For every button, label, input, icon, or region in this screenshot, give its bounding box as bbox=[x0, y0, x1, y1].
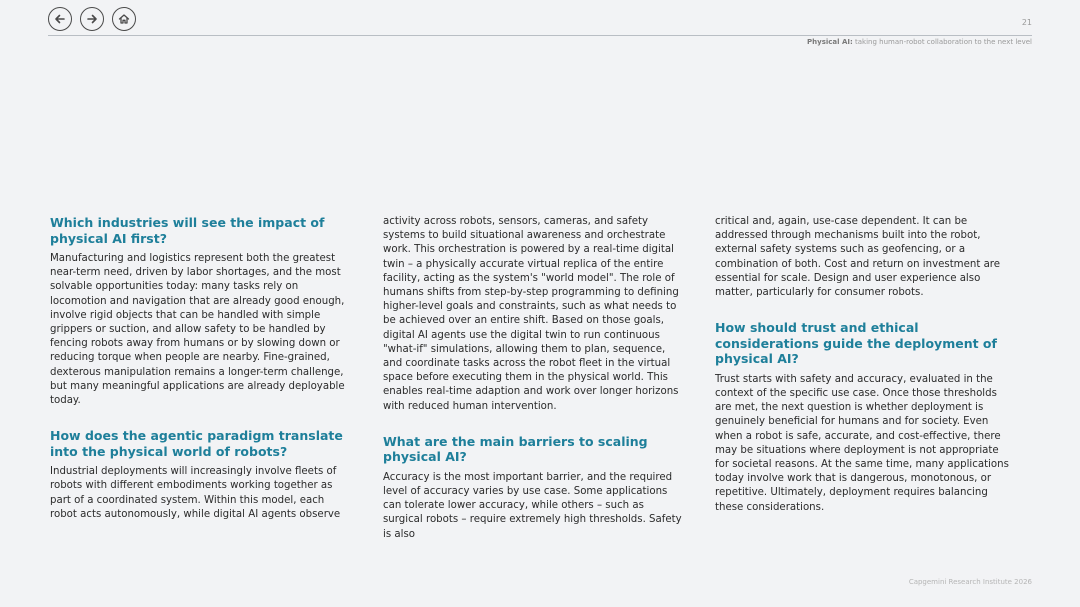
heading-industries-impact: Which industries will see the impact of physical AI first? bbox=[50, 215, 325, 246]
page-number: 21 bbox=[1021, 18, 1032, 27]
paragraph-orchestration: activity across robots, sensors, cameras, and safety systems to build situational awareness and orchestrate work. This orchestration is powered by a real-time digital twin – a physically accurate virtual replica of the entire facility, acting as the system's "world model". The role of humans shifts from step-by-step programming to defining higher-level goals and constraints, such as what needs to be achieved over an entire shift. Based on those goals, digital AI agents use the digital twin to run continuous "what-if" simulations, allowing them to plan, sequence, and coordinate tasks across the robot fleet in the virtual space before executing them in the physical world. This enables real-time adaption and work over longer horizons with reduced human intervention. bbox=[383, 216, 679, 412]
arrow-right-icon bbox=[85, 12, 99, 26]
column-2 bbox=[383, 215, 683, 542]
running-header-title: Physical AI: bbox=[807, 38, 853, 46]
copyright-notice: Capgemini Research Institute 2026 bbox=[908, 578, 1032, 586]
navigation-bar bbox=[48, 7, 136, 31]
heading-barriers: What are the main barriers to scaling physical AI? bbox=[383, 433, 648, 465]
arrow-left-icon bbox=[53, 12, 67, 26]
column-1 bbox=[50, 215, 350, 522]
forward-button[interactable] bbox=[80, 7, 104, 31]
paragraph-industries-impact: Manufacturing and logistics represent both the greatest near-term need, driven by labor shortages, and the most solvable opportunities today: many tasks rely on locomotion and navigation that are already good enough, involve rigid objects that can be handled with simple grippers or suction, and allow safety to be handled by fencing robots away from humans or by slowing down or reducing torque when people are nearby. Fine-grained, dexterous manipulation remains a longer-term challenge, but many meaningful applications are already deployable today. bbox=[50, 253, 345, 407]
paragraph-safety-cost: critical and, again, use-case dependent. It can be addressed through mechanisms built into the robot, external safety systems such as geofencing, or a combination of both. Cost and return on investment are essential for scale. Design and user experience also matter, particularly for consumer robots. bbox=[715, 216, 1001, 299]
heading-agentic-paradigm: How does the agentic paradigm translate into the physical world of robots? bbox=[50, 428, 343, 459]
heading-trust-ethics: How should trust and ethical considerations guide the deployment of physical AI? bbox=[715, 320, 997, 367]
header-divider bbox=[48, 35, 1032, 36]
home-button[interactable] bbox=[112, 7, 136, 31]
running-header bbox=[807, 38, 1032, 46]
home-icon bbox=[117, 12, 131, 26]
paragraph-trust-ethics: Trust starts with safety and accuracy, evaluated in the context of the specific use case. Once those thresholds are met, the next question is whether deployment is genuinely beneficial for humans and for society. Even when a robot is safe, accurate, and cost-effective, there may be situations where deployment is not appropriate for societal reasons. At the same time, many applications today involve work that is dangerous, monotonous, or repetitive. Ultimately, deployment requires balancing these considerations. bbox=[715, 373, 1009, 513]
paragraph-barriers: Accuracy is the most important barrier, and the required level of accuracy varies by use case. Some applications can tolerate lower accuracy, while others – such as surgical robots – require extremely high thresholds. Safety is also bbox=[383, 471, 682, 540]
back-button[interactable] bbox=[48, 7, 72, 31]
running-header-subtitle: taking human-robot collaboration to the next level bbox=[852, 38, 1032, 46]
column-3 bbox=[715, 215, 1015, 515]
paragraph-agentic-paradigm: Industrial deployments will increasingly involve fleets of robots with different embodiments working together as part of a coordinated system. Within this model, each robot acts autonomously, while digital AI agents observe bbox=[50, 466, 341, 520]
